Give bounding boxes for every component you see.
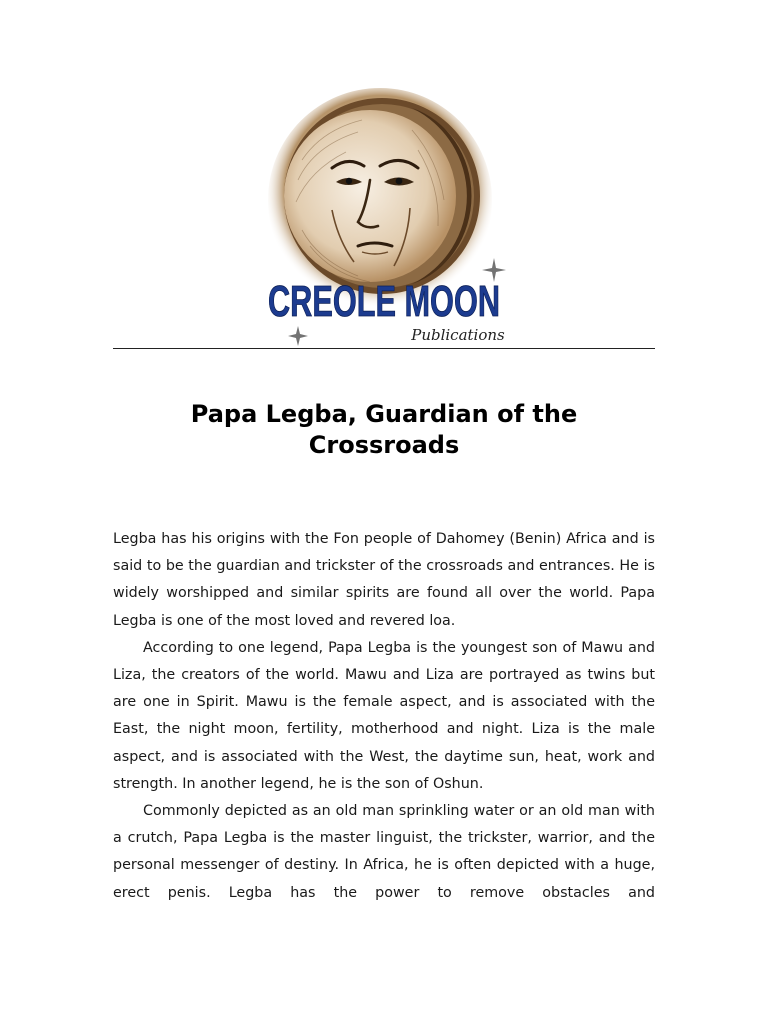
article-title: Papa Legba, Guardian of the Crossroads (190, 400, 578, 459)
logo-wordmark: CREOLE MOON (268, 277, 500, 326)
paragraph-2: According to one legend, Papa Legba is the youngest son of Mawu and Liza, the creators of the world. Mawu and Liza are portrayed as twins but are one in Spirit. Mawu is the female aspect, and is associated with the East, the night moon, fertility, motherhood and night. Liza is the male aspect, and is associated with the West, the daytime sun, heat, work and strength. In another legend, he is the son of Oshun. (113, 639, 655, 792)
creole-moon-logo (262, 90, 506, 346)
article-body (113, 526, 655, 907)
paragraph-3: Commonly depicted as an old man sprinkling water or an old man with a crutch, Papa Legba is the master linguist, the trickster, warrior, and the personal messenger of destiny. In Africa, he is often depicted with a huge, erect penis. Legba has the power to remove obstacles and (113, 803, 655, 901)
paragraph-1: Legba has his origins with the Fon people of Dahomey (Benin) Africa and is said to be the guardian and trickster of the crossroads and entrances. He is widely worshipped and similar spirits are found all over the world. Papa Legba is one of the most loved and revered loa. (113, 531, 655, 629)
moon-face-emblem (262, 90, 506, 346)
logo-subline: Publications (411, 326, 505, 344)
header-divider (113, 348, 655, 349)
